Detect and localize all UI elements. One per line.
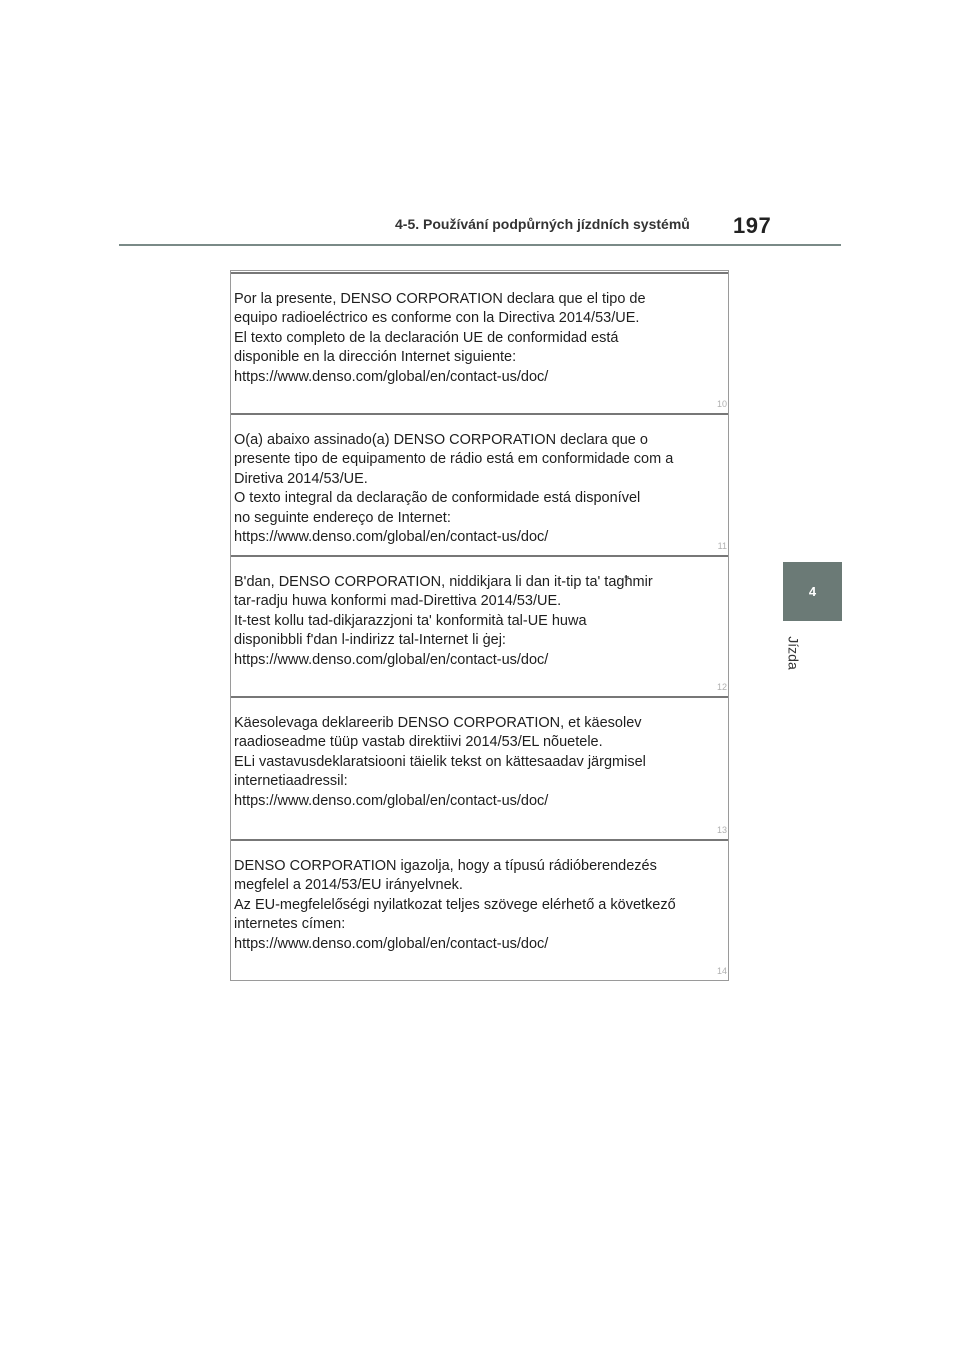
block-number: 11 bbox=[717, 541, 727, 551]
chapter-number: 4 bbox=[808, 584, 817, 599]
text-line: B'dan, DENSO CORPORATION, niddikjara li dan it-tip ta' tagħmir bbox=[234, 574, 653, 590]
text-line: DENSO CORPORATION igazolja, hogy a típusú rádióberendezés bbox=[234, 858, 657, 874]
declaration-text bbox=[234, 857, 724, 954]
declaration-text bbox=[234, 431, 724, 547]
text-line: disponibbli f'dan l-indirizz tal-Internet li ġej: bbox=[234, 632, 506, 649]
header-divider bbox=[119, 244, 841, 246]
text-line: tar-radju huwa konformi mad-Direttiva 2014/53/UE. bbox=[234, 593, 562, 610]
text-line: presente tipo de equipamento de rádio está em conformidade com a bbox=[234, 451, 674, 468]
text-line: https://www.denso.com/global/en/contact-us/doc/ bbox=[234, 651, 549, 668]
declaration-block-pt bbox=[231, 413, 728, 555]
chapter-label bbox=[785, 633, 803, 673]
text-line: https://www.denso.com/global/en/contact-us/doc/ bbox=[234, 792, 549, 809]
declaration-block-hu bbox=[231, 839, 728, 980]
text-line: Por la presente, DENSO CORPORATION declara que el tipo de bbox=[234, 291, 646, 307]
running-header-section: 4-5. Používání podpůrných jízdních systémů bbox=[395, 216, 690, 232]
text-line: https://www.denso.com/global/en/contact-us/doc/ bbox=[234, 368, 549, 385]
declaration-block-es bbox=[231, 272, 728, 413]
block-number: 14 bbox=[716, 966, 727, 976]
text-line: equipo radioeléctrico es conforme con la Directiva 2014/53/UE. bbox=[234, 310, 640, 327]
text-line: ELi vastavusdeklaratsiooni täielik tekst on kättesaadav järgmisel bbox=[234, 753, 646, 770]
block-number: 12 bbox=[716, 682, 727, 692]
text-line: El texto completo de la declaración UE de conformidad está bbox=[234, 329, 619, 346]
text-line: internetiaadressil: bbox=[234, 773, 348, 790]
page-number: 197 bbox=[733, 213, 772, 238]
text-line: Diretiva 2014/53/UE. bbox=[234, 470, 368, 487]
text-line: Az EU-megfelelőségi nyilatkozat teljes szövege elérhető a következő bbox=[234, 896, 676, 913]
chapter-tab bbox=[783, 562, 842, 621]
declaration-text bbox=[234, 714, 724, 811]
text-line: O texto integral da declaração de conformidade está disponível bbox=[234, 490, 641, 507]
text-line: https://www.denso.com/global/en/contact-us/doc/ bbox=[234, 529, 549, 546]
text-line: https://www.denso.com/global/en/contact-us/doc/ bbox=[234, 935, 549, 952]
text-line: no seguinte endereço de Internet: bbox=[234, 509, 451, 526]
block-number: 10 bbox=[716, 399, 727, 409]
text-line: internetes címen: bbox=[234, 916, 346, 933]
declaration-text bbox=[234, 573, 724, 670]
text-line: O(a) abaixo assinado(a) DENSO CORPORATION declara que o bbox=[234, 432, 648, 448]
text-line: It-test kollu tad-dikjarazzjoni ta' konformità tal-UE huwa bbox=[234, 612, 587, 629]
text-line: disponible en la dirección Internet siguiente: bbox=[234, 349, 517, 366]
declaration-text bbox=[234, 290, 724, 387]
declaration-block-mt bbox=[231, 555, 728, 696]
block-number: 13 bbox=[716, 825, 727, 835]
chapter-label-text: Jízda bbox=[786, 636, 802, 670]
text-line: megfelel a 2014/53/EU irányelvnek. bbox=[234, 877, 463, 894]
text-line: Käesolevaga deklareerib DENSO CORPORATION, et käesolev bbox=[234, 715, 642, 731]
declaration-block-et bbox=[231, 696, 728, 839]
text-line: raadioseadme tüüp vastab direktiivi 2014/53/EL nõuetele. bbox=[234, 734, 603, 751]
